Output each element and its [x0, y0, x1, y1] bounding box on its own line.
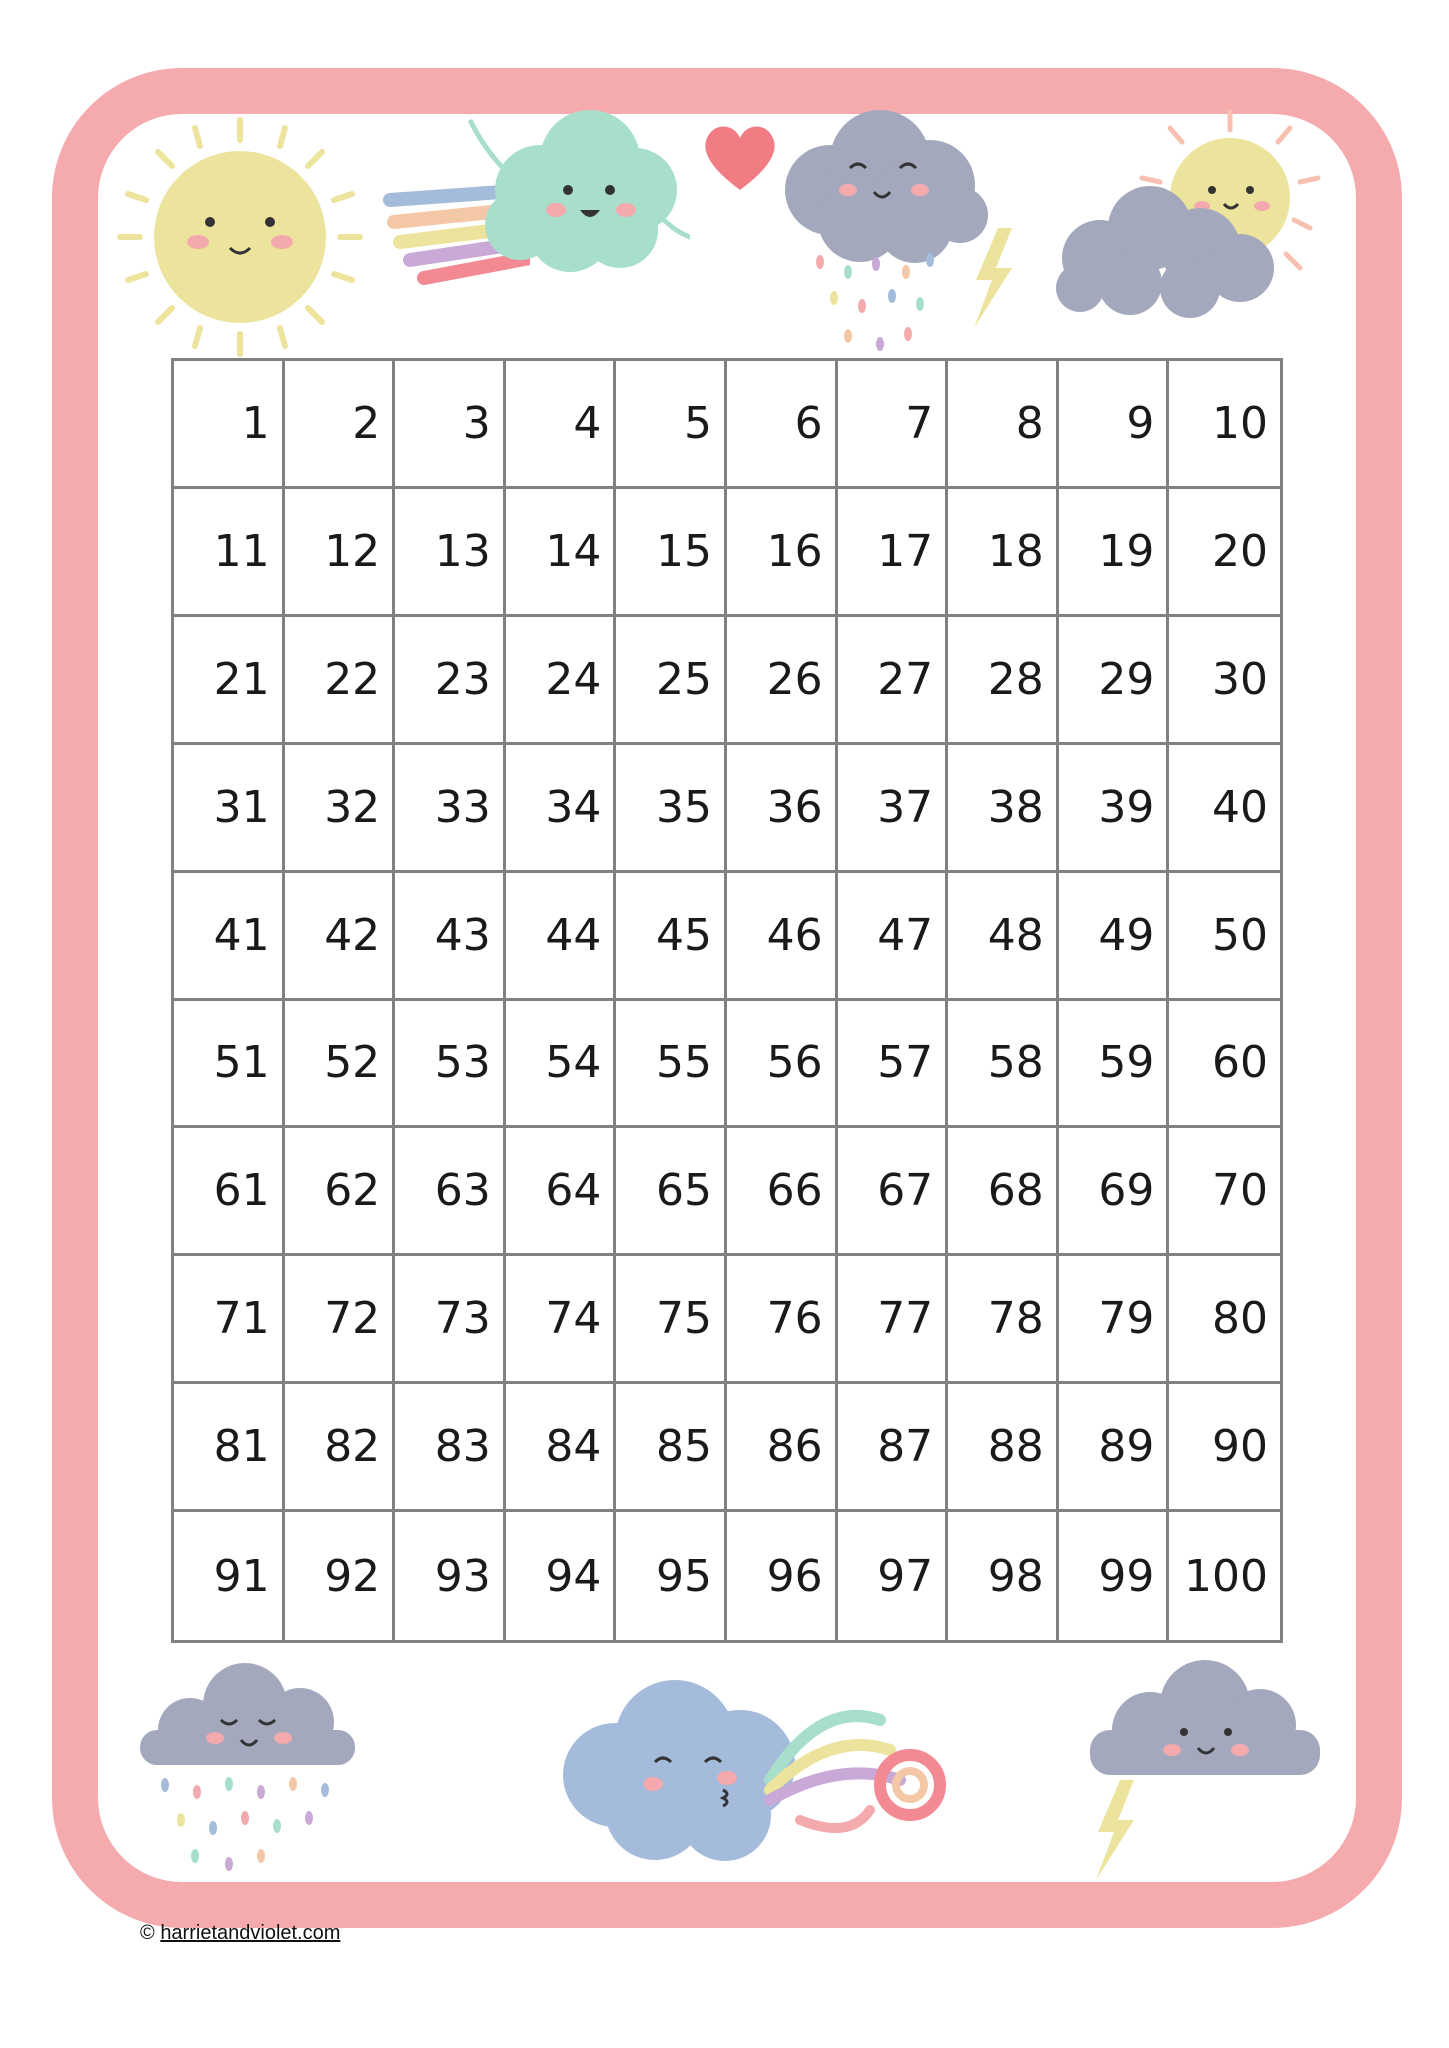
number-cell: 87: [838, 1384, 949, 1512]
number-cell: 72: [285, 1256, 396, 1384]
number-cell: 80: [1169, 1256, 1280, 1384]
number-cell: 8: [948, 361, 1059, 489]
number-cell: 74: [506, 1256, 617, 1384]
number-cell: 15: [616, 489, 727, 617]
hundred-square-grid: [171, 358, 1283, 1643]
number-cell: 19: [1059, 489, 1170, 617]
number-cell: 5: [616, 361, 727, 489]
number-cell: 20: [1169, 489, 1280, 617]
number-cell: 52: [285, 1001, 396, 1129]
storm-cloud-icon: [1080, 1660, 1330, 1790]
number-cell: 65: [616, 1128, 727, 1256]
number-cell: 2: [285, 361, 396, 489]
number-cell: 89: [1059, 1384, 1170, 1512]
number-cell: 99: [1059, 1512, 1170, 1640]
number-cell: 85: [616, 1384, 727, 1512]
number-cell: 32: [285, 745, 396, 873]
number-cell: 53: [395, 1001, 506, 1129]
number-cell: 54: [506, 1001, 617, 1129]
number-cell: 42: [285, 873, 396, 1001]
number-cell: 34: [506, 745, 617, 873]
number-cell: 96: [727, 1512, 838, 1640]
number-cell: 77: [838, 1256, 949, 1384]
number-cell: 41: [174, 873, 285, 1001]
number-cell: 13: [395, 489, 506, 617]
number-cell: 56: [727, 1001, 838, 1129]
number-cell: 45: [616, 873, 727, 1001]
number-cell: 68: [948, 1128, 1059, 1256]
rainbow-swirl-icon: [760, 1690, 960, 1860]
number-cell: 91: [174, 1512, 285, 1640]
number-cell: 35: [616, 745, 727, 873]
number-cell: 7: [838, 361, 949, 489]
number-cell: 60: [1169, 1001, 1280, 1129]
rain-cloud-icon: [135, 1660, 365, 1880]
number-cell: 88: [948, 1384, 1059, 1512]
number-cell: 73: [395, 1256, 506, 1384]
number-cell: 51: [174, 1001, 285, 1129]
number-cell: 92: [285, 1512, 396, 1640]
number-cell: 75: [616, 1256, 727, 1384]
number-cell: 38: [948, 745, 1059, 873]
number-cell: 95: [616, 1512, 727, 1640]
number-cell: 98: [948, 1512, 1059, 1640]
number-cell: 18: [948, 489, 1059, 617]
number-cell: 100: [1184, 1550, 1268, 1602]
number-cell: 59: [1059, 1001, 1170, 1129]
copyright-symbol: ©: [140, 1922, 155, 1944]
number-cell: 23: [395, 617, 506, 745]
number-cell: 46: [727, 873, 838, 1001]
number-cell: 3: [395, 361, 506, 489]
number-cell: 26: [727, 617, 838, 745]
number-cell: 76: [727, 1256, 838, 1384]
number-cell: 29: [1059, 617, 1170, 745]
number-cell: 47: [838, 873, 949, 1001]
number-cell: 4: [506, 361, 617, 489]
number-cell: 57: [838, 1001, 949, 1129]
number-cell: 24: [506, 617, 617, 745]
number-cell: 9: [1059, 361, 1170, 489]
number-cell: 93: [395, 1512, 506, 1640]
number-cell: 44: [506, 873, 617, 1001]
number-cell: 49: [1059, 873, 1170, 1001]
number-cell: 90: [1169, 1384, 1280, 1512]
number-cell: 1: [174, 361, 285, 489]
site-link[interactable]: harrietandviolet.com: [160, 1922, 341, 1944]
number-cell: 69: [1059, 1128, 1170, 1256]
number-cell: 16: [727, 489, 838, 617]
copyright-footer: [140, 1922, 340, 1945]
lightning-icon: [1090, 1780, 1140, 1880]
lightning-icon: [968, 228, 1018, 328]
heart-icon: [700, 120, 780, 194]
number-cell: 84: [506, 1384, 617, 1512]
number-cell: 78: [948, 1256, 1059, 1384]
number-cell: 12: [285, 489, 396, 617]
number-cell: 36: [727, 745, 838, 873]
number-cell: 30: [1169, 617, 1280, 745]
number-cell: 27: [838, 617, 949, 745]
number-cell: 11: [174, 489, 285, 617]
number-cell: 28: [948, 617, 1059, 745]
number-cell: 71: [174, 1256, 285, 1384]
number-cell: 22: [285, 617, 396, 745]
number-cell: 79: [1059, 1256, 1170, 1384]
number-cell: 70: [1169, 1128, 1280, 1256]
number-cell: 21: [174, 617, 285, 745]
number-cell: 25: [616, 617, 727, 745]
number-cell: 6: [727, 361, 838, 489]
raindrops-icon: [800, 250, 960, 370]
number-cell: 43: [395, 873, 506, 1001]
mint-cloud-icon: [460, 100, 690, 280]
number-cell: 55: [616, 1001, 727, 1129]
number-cell: 86: [727, 1384, 838, 1512]
number-cell: 14: [506, 489, 617, 617]
sun-behind-cloud-icon: [1050, 108, 1350, 328]
number-cell: 67: [838, 1128, 949, 1256]
number-cell: 50: [1169, 873, 1280, 1001]
number-cell: 94: [506, 1512, 617, 1640]
number-cell: 33: [395, 745, 506, 873]
number-cell: 83: [395, 1384, 506, 1512]
number-cell: 82: [285, 1384, 396, 1512]
number-cell: 31: [174, 745, 285, 873]
number-cell: 81: [174, 1384, 285, 1512]
number-cell: 10: [1169, 361, 1280, 489]
number-cell: 37: [838, 745, 949, 873]
number-cell: 17: [838, 489, 949, 617]
number-cell: 63: [395, 1128, 506, 1256]
number-cell: 40: [1169, 745, 1280, 873]
grey-cloud-icon: [770, 100, 990, 270]
number-cell: 64: [506, 1128, 617, 1256]
number-cell: 66: [727, 1128, 838, 1256]
number-cell: 58: [948, 1001, 1059, 1129]
sun-icon: [110, 112, 370, 362]
number-cell: 39: [1059, 745, 1170, 873]
number-cell: 62: [285, 1128, 396, 1256]
number-cell: 48: [948, 873, 1059, 1001]
number-cell: 97: [838, 1512, 949, 1640]
number-cell: 61: [174, 1128, 285, 1256]
